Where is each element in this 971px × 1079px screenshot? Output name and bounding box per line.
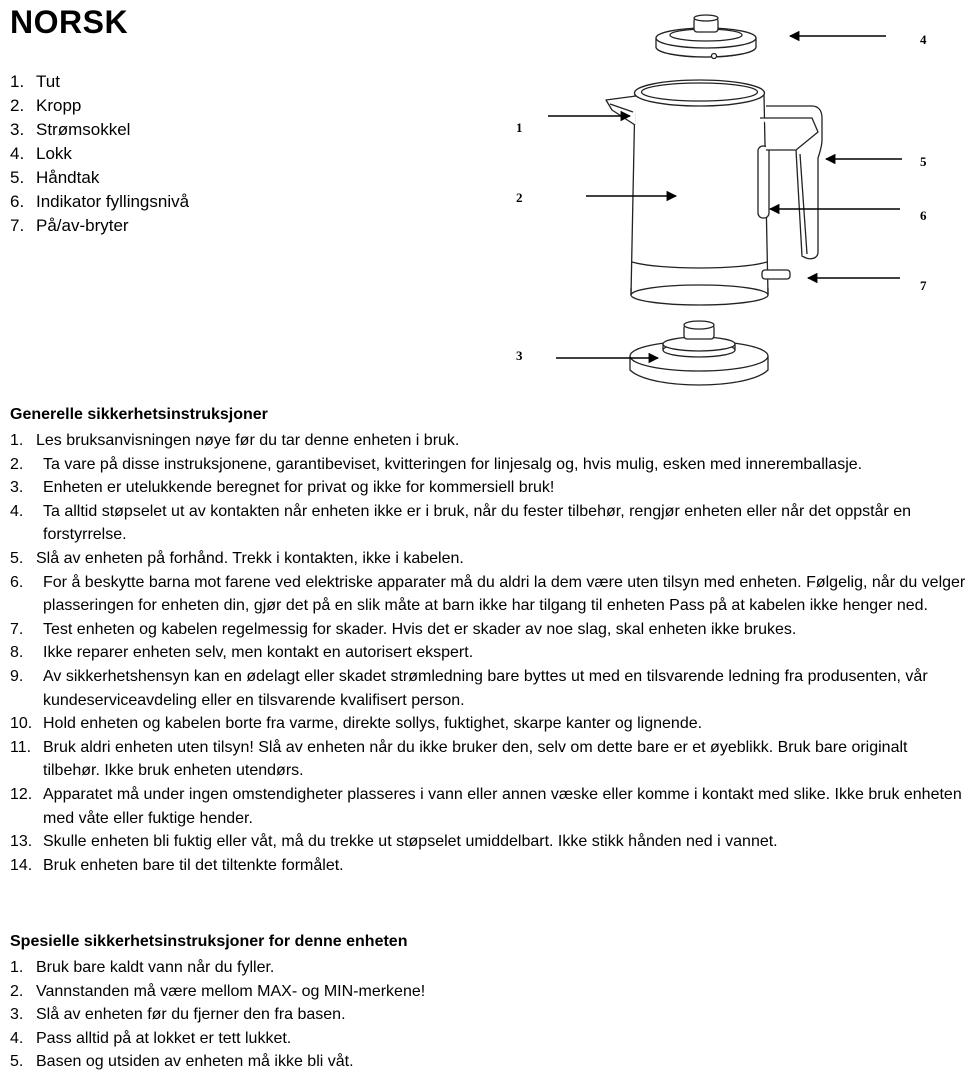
list-item <box>10 500 967 547</box>
list-item <box>10 1003 967 1027</box>
part-label: Indikator fyllingsnivå <box>36 192 190 211</box>
item-number: 13. <box>10 833 33 851</box>
callout-label-2: 2 <box>516 190 523 205</box>
part-number: 2. <box>10 96 25 115</box>
item-number: 5. <box>10 549 24 567</box>
general-safety-list <box>10 429 967 877</box>
item-number: 7. <box>10 620 24 638</box>
part-label: Strømsokkel <box>36 120 131 139</box>
parts-list-item <box>10 214 189 238</box>
item-text: Slå av enheten på forhånd. Trekk i kontakten, ikke i kabelen. <box>36 549 464 567</box>
body-drawing <box>606 80 769 305</box>
callout-label-7: 7 <box>920 278 927 293</box>
parts-list-item <box>10 166 189 190</box>
item-text: Av sikkerhetshensyn kan en ødelagt eller skadet strømledning bare byttes ut med en tilsvarende ledning fra produsenten, vår kundeserviceavdeling eller en tilsvarende kvalifisert person. <box>43 667 928 709</box>
parts-list-item <box>10 70 189 94</box>
list-item <box>10 618 967 642</box>
special-safety-heading: Spesielle sikkerhetsinstruksjoner for denne enheten <box>10 933 408 950</box>
list-item <box>10 476 967 500</box>
part-label: Lokk <box>36 144 72 163</box>
part-label: Kropp <box>36 96 82 115</box>
list-item <box>10 429 967 453</box>
part-number: 1. <box>10 72 25 91</box>
list-item <box>10 783 967 830</box>
item-text: Skulle enheten bli fuktig eller våt, må du trekke ut støpselet umiddelbart. Ikke stikk hånden ned i vannet. <box>43 833 778 851</box>
list-item <box>10 547 967 571</box>
lid-drawing <box>656 15 756 59</box>
item-text: Apparatet må under ingen omstendigheter plasseres i vann eller annen væske eller komme i kontakt med slike. Ikke bruk enheten med våte eller fuktige hender. <box>43 785 962 827</box>
item-number: 1. <box>10 959 24 976</box>
kettle-illustration <box>500 0 960 395</box>
part-number: 3. <box>10 120 25 139</box>
list-item <box>10 1050 967 1074</box>
item-text: Pass alltid på at lokket er tett lukket. <box>36 1029 292 1047</box>
callout-label-3: 3 <box>516 348 523 363</box>
list-item <box>10 736 967 783</box>
list-item <box>10 854 967 878</box>
item-number: 12. <box>10 785 33 803</box>
parts-list-item <box>10 118 189 142</box>
item-number: 1. <box>10 432 24 449</box>
part-label: På/av-bryter <box>36 216 129 235</box>
list-item <box>10 712 967 736</box>
part-number: 7. <box>10 216 25 235</box>
item-number: 4. <box>10 502 24 520</box>
callout-label-6: 6 <box>920 208 927 223</box>
part-number: 4. <box>10 144 25 163</box>
base-drawing <box>630 321 768 385</box>
list-item <box>10 1027 967 1051</box>
list-item <box>10 665 967 712</box>
item-number: 10. <box>10 715 33 733</box>
item-number: 4. <box>10 1029 24 1047</box>
item-number: 3. <box>10 479 24 497</box>
item-text: Bruk enheten bare til det tiltenkte formålet. <box>43 856 344 874</box>
list-item <box>10 571 967 618</box>
list-item <box>10 641 967 665</box>
item-text: Basen og utsiden av enheten må ikke bli våt. <box>36 1053 354 1071</box>
page-title: NORSK <box>10 4 129 40</box>
item-number: 9. <box>10 667 24 685</box>
kettle-diagram <box>500 0 960 395</box>
item-text: Test enheten og kabelen regelmessig for skader. Hvis det er skader av noe slag, skal enheten ikke brukes. <box>43 620 797 638</box>
item-text: Les bruksanvisningen nøye før du tar denne enheten i bruk. <box>36 432 460 449</box>
item-text: Enheten er utelukkende beregnet for privat og ikke for kommersiell bruk! <box>43 479 555 497</box>
parts-list-item <box>10 142 189 166</box>
callout-label-1: 1 <box>516 120 523 135</box>
item-text: Bruk aldri enheten uten tilsyn! Slå av enheten når du ikke bruker den, selv om dette bare er et øyeblikk. Bruk bare originalt tilbehør. Ikke bruk enheten utendørs. <box>43 738 908 780</box>
list-item <box>10 980 967 1004</box>
parts-list <box>10 70 189 238</box>
item-number: 2. <box>10 455 24 473</box>
item-number: 2. <box>10 982 24 1000</box>
callout-label-4: 4 <box>920 32 927 47</box>
parts-list-item <box>10 94 189 118</box>
item-text: Ta vare på disse instruksjonene, garantibeviset, kvitteringen for linjesalg og, hvis mulig, esken med inneremballasje. <box>43 455 863 473</box>
general-safety-heading: Generelle sikkerhetsinstruksjoner <box>10 406 268 423</box>
list-item <box>10 453 967 477</box>
part-label: Tut <box>36 72 60 91</box>
special-safety-list <box>10 956 967 1074</box>
item-text: Hold enheten og kabelen borte fra varme, direkte sollys, fuktighet, skarpe kanter og lignende. <box>43 715 703 733</box>
list-item <box>10 956 967 980</box>
part-number: 5. <box>10 168 25 187</box>
callout-label-5: 5 <box>920 154 927 169</box>
item-text: Vannstanden må være mellom MAX- og MIN-merkene! <box>36 982 426 1000</box>
item-number: 8. <box>10 644 24 662</box>
item-text: Ikke reparer enheten selv, men kontakt en autorisert ekspert. <box>43 644 474 662</box>
item-number: 5. <box>10 1053 24 1071</box>
item-text: Ta alltid støpselet ut av kontakten når enheten ikke er i bruk, når du fester tilbehør, rengjør enheten eller når det oppstår en forstyrrelse. <box>43 502 912 544</box>
part-label: Håndtak <box>36 168 100 187</box>
list-item <box>10 830 967 854</box>
parts-list-item <box>10 190 189 214</box>
item-text: For å beskytte barna mot farene ved elektriske apparater må du aldri la dem være uten tilsyn med enheten. Følgelig, når du velger plasseringen for enheten din, gjør det på en slik måte at barn ikke har tilgang til enheten Pass på at kabelen ikke henger ned. <box>43 573 966 615</box>
item-number: 14. <box>10 856 33 874</box>
part-number: 6. <box>10 192 25 211</box>
item-text: Slå av enheten før du fjerner den fra basen. <box>36 1006 346 1024</box>
item-number: 11. <box>10 738 32 756</box>
item-text: Bruk bare kaldt vann når du fyller. <box>36 959 275 976</box>
item-number: 3. <box>10 1006 24 1024</box>
item-number: 6. <box>10 573 24 591</box>
